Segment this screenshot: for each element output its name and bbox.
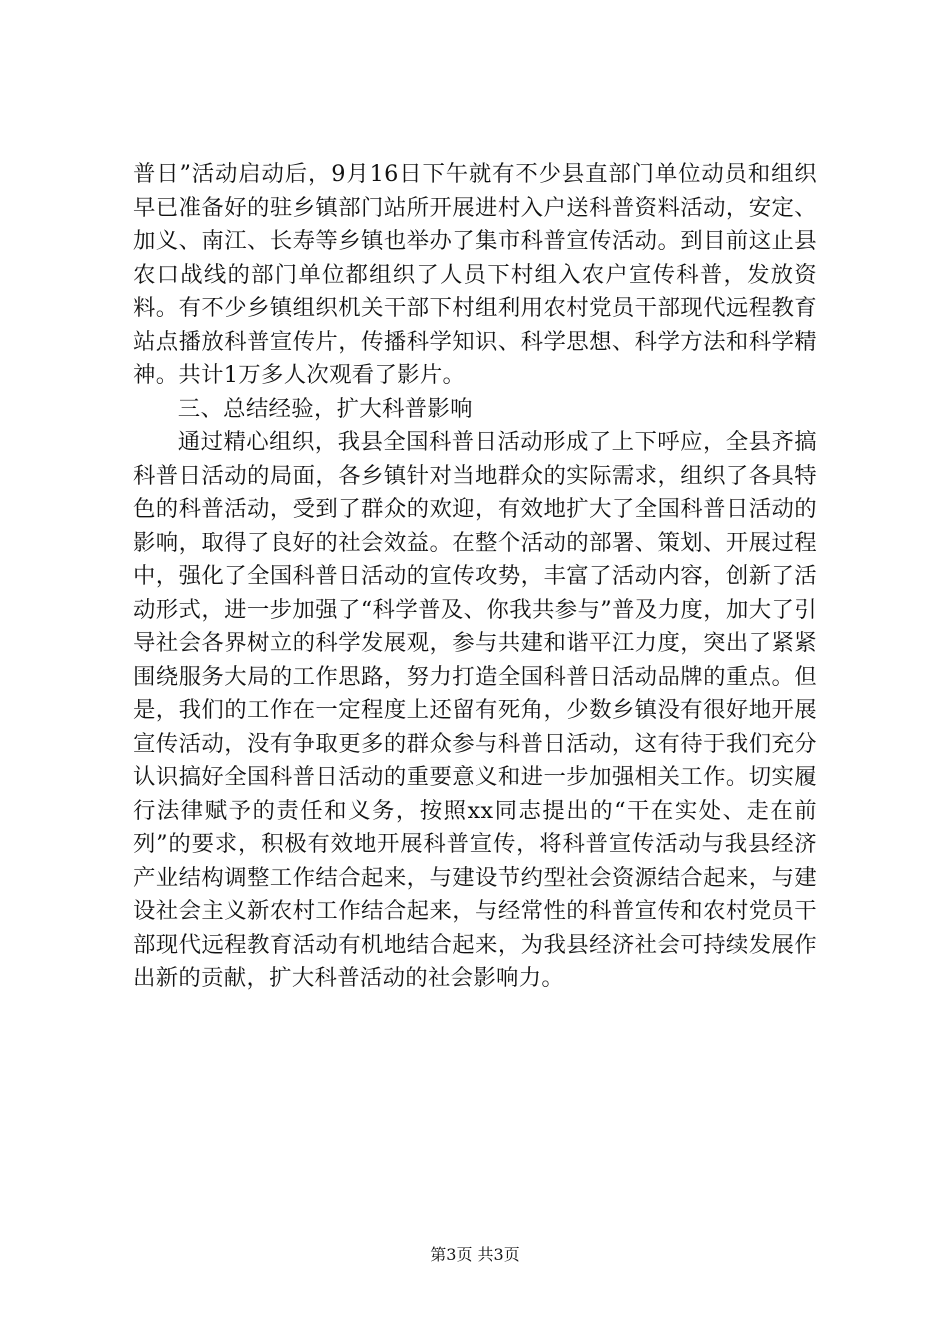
body-paragraph: 通过精心组织，我县全国科普日活动形成了上下呼应，全县齐搞科普日活动的局面，各乡镇针对当地群众的实际需求，组织了各具特色的科普活动，受到了群众的欢迎，有效地扩大了全国科普日活动的影响，取得了良好的社会效益。在整个活动的部署、策划、开展过程中，强化了全国科普日活动的宣传攻势，丰富了活动内容，创新了活动形式，进一步加强了“科学普及、你我共参与”普及力度，加大了引导社会各界树立的科学发展观，参与共建和谐平江力度，突出了紧紧围绕服务大局的工作思路，努力打造全国科普日活动品牌的重点。但是，我们的工作在一定程度上还留有死角，少数乡镇没有很好地开展宣传活动，没有争取更多的群众参与科普日活动，这有待于我们充分认识搞好全国科普日活动的重要意义和进一步加强相关工作。切实履行法律赋予的责任和义务，按照xx同志提出的“干在实处、走在前列”的要求，积极有效地开展科普宣传，将科普宣传活动与我县经济产业结构调整工作结合起来，与建设节约型社会资源结合起来，与建设社会主义新农村工作结合起来，与经常性的科普宣传和农村党员干部现代远程教育活动有机地结合起来，为我县经济社会可持续发展作出新的贡献，扩大科普活动的社会影响力。 bbox=[133, 429, 817, 991]
body-paragraph-continued: 普日”活动启动后，9月16日下午就有不少县直部门单位动员和组织早已准备好的驻乡镇部门站所开展进村入户送科普资料活动，安定、加义、南江、长寿等乡镇也举办了集市科普宣传活动。到目前这止县农口战线的部门单位都组织了人员下村组入农户宣传科普，发放资料。有不少乡镇组织机关干部下村组利用农村党员干部现代远程教育站点播放科普宣传片，传播科学知识、科学思想、科学方法和科学精神。共计1万多人次观看了影片。 bbox=[133, 161, 817, 388]
section-heading: 三、总结经验，扩大科普影响 bbox=[177, 395, 473, 422]
document-body bbox=[133, 158, 817, 996]
page-number-footer: 第3页 共3页 bbox=[430, 1245, 520, 1264]
